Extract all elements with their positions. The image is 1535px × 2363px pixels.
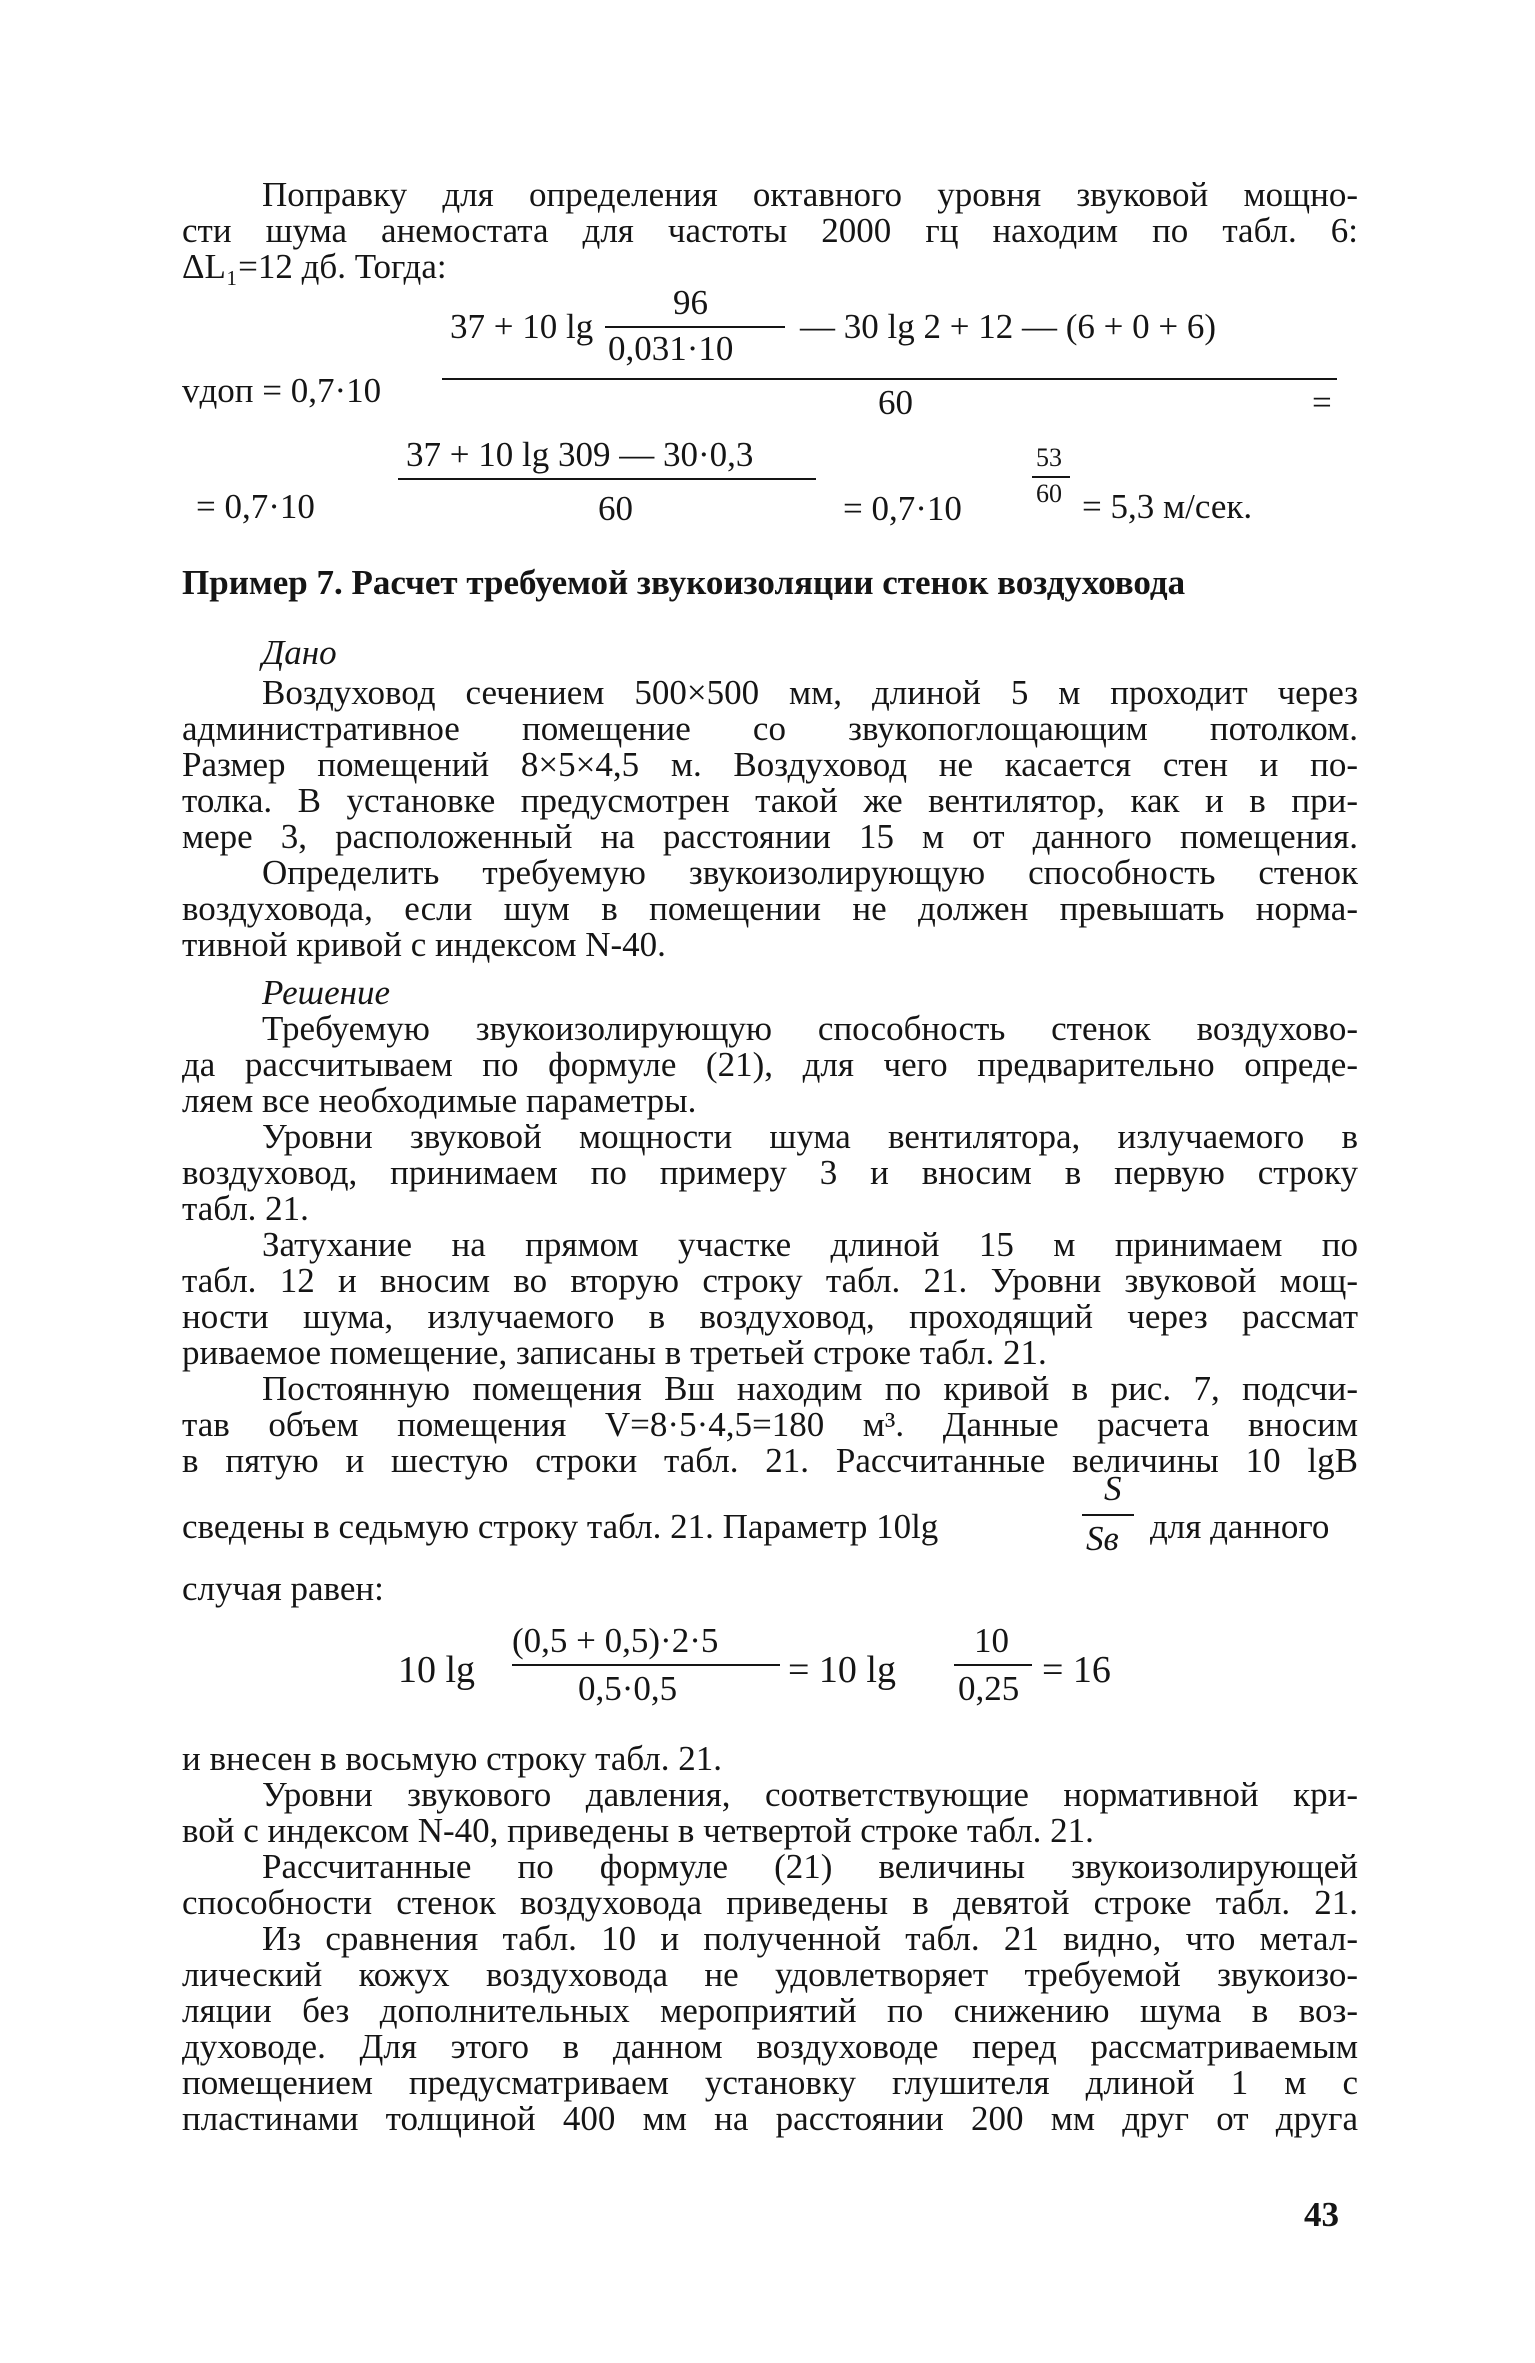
example-heading: Пример 7. Расчет требуемой звукоизоляции стенок воздуховода: [182, 563, 1186, 602]
text-line: Воздуховод сечением 500×500 мм, длиной 5 м проходит через: [262, 673, 1358, 712]
formula-denominator-2: 0,25: [958, 1669, 1020, 1708]
text-line: толка. В установке предусмотрен такой же вентилятор, как и в при-: [182, 781, 1358, 820]
fraction-bar: [1032, 476, 1070, 478]
text-line: помещением предусматриваем установку глушителя длиной 1 м с: [182, 2063, 1358, 2102]
text-line: Требуемую звукоизолирующую способность стенок воздухово-: [262, 1009, 1358, 1048]
formula-exp-left: 37 + 10 lg: [450, 307, 594, 346]
page-number: 43: [1304, 2195, 1339, 2234]
formula-exp-denominator: 0,031·10: [608, 329, 734, 368]
text-line: воздуховода, если шум в помещении не должен превышать норма-: [182, 889, 1358, 928]
formula-row2-lhs: = 0,7·10: [196, 487, 315, 526]
formula-numerator-2: 10: [974, 1621, 1009, 1660]
text-line: ляем все необходимые параметры.: [182, 1081, 697, 1120]
text-line: вой с индексом N-40, приведены в четвертой строке табл. 21.: [182, 1811, 1094, 1850]
text-line: Уровни звуковой мощности шума вентилятора, излучаемого в: [262, 1117, 1358, 1156]
text-line: Размер помещений 8×5×4,5 м. Воздуховод не касается стен и по-: [182, 745, 1358, 784]
text-line: Поправку для определения октавного уровня звуковой мощно-: [262, 175, 1358, 214]
formula-row2-exp-numerator: 37 + 10 lg 309 — 30·0,3: [406, 435, 754, 474]
text-line: Определить требуемую звукоизолирующую способность стенок: [262, 853, 1358, 892]
text-line: пластинами толщиной 400 мм на расстоянии 200 мм друг от друга: [182, 2099, 1358, 2138]
text-line: тивной кривой с индексом N-40.: [182, 925, 666, 964]
exponent-bar: [442, 378, 1337, 380]
text-line: и внесен в восьмую строку табл. 21.: [182, 1739, 723, 1778]
formula-result: = 5,3 м/сек.: [1082, 487, 1253, 526]
text-line: воздуховод, принимаем по примеру 3 и вносим в первую строку: [182, 1153, 1358, 1192]
text-line: Уровни звукового давления, соответствующие нормативной кри-: [262, 1775, 1358, 1814]
formula-numerator: (0,5 + 0,5)·2·5: [512, 1621, 719, 1660]
text-line: способности стенок воздуховода приведены в девятой строке табл. 21.: [182, 1883, 1358, 1922]
text-line: ΔL₁=12 дб. Тогда:: [182, 247, 447, 286]
formula-mid: = 10 lg: [788, 1649, 896, 1691]
text-line: табл. 12 и вносим во вторую строку табл. 21. Уровни звуковой мощ-: [182, 1261, 1358, 1300]
formula-exp-right: — 30 lg 2 + 12 — (6 + 0 + 6): [800, 307, 1217, 346]
fraction-bar: [954, 1664, 1032, 1666]
formula-row2-exp-denominator: 60: [598, 489, 633, 528]
given-heading: Дано: [262, 633, 337, 672]
formula-result: = 16: [1042, 1649, 1111, 1691]
formula-equals: =: [1312, 383, 1332, 422]
param-fraction-denominator: Sв: [1086, 1519, 1119, 1558]
text-line: ляции без дополнительных мероприятий по снижению шума в воз-: [182, 1991, 1358, 2030]
formula-lhs: 10 lg: [398, 1649, 476, 1691]
text-line: Постоянную помещения Bш находим по кривой в рис. 7, подсчи-: [262, 1369, 1358, 1408]
text-line: лический кожух воздуховода не удовлетворяет требуемой звукоизо-: [182, 1955, 1358, 1994]
text-line: Из сравнения табл. 10 и полученной табл. 21 видно, что метал-: [262, 1919, 1358, 1958]
exp-fraction-denominator: 60: [1036, 479, 1062, 508]
exp-fraction-numerator: 53: [1036, 443, 1062, 472]
text-line: административное помещение со звукопоглощающим потолком.: [182, 709, 1358, 748]
text-line: да рассчитываем по формуле (21), для чего предварительно опреде-: [182, 1045, 1358, 1084]
fraction-bar: [605, 326, 785, 328]
formula-exp-numerator: 96: [673, 283, 708, 322]
text-line: ности шума, излучаемого в воздуховод, проходящий через рассмат: [182, 1297, 1358, 1336]
text-line: духоводе. Для этого в данном воздуховоде перед рассматриваемым: [182, 2027, 1358, 2066]
text-line: мере 3, расположенный на расстоянии 15 м от данного помещения.: [182, 817, 1358, 856]
formula-row2-mid: = 0,7·10: [843, 489, 962, 528]
formula-lhs: vдоп = 0,7·10: [182, 371, 382, 410]
exponent-bar: [398, 478, 816, 480]
fraction-bar: [1082, 1514, 1134, 1516]
text-line: тав объем помещения V=8·5·4,5=180 м³. Данные расчета вносим: [182, 1405, 1358, 1444]
solution-heading: Решение: [262, 973, 391, 1012]
text-line: Рассчитанные по формуле (21) величины звукоизолирующей: [262, 1847, 1358, 1886]
text-line: сти шума анемостата для частоты 2000 гц находим по табл. 6:: [182, 211, 1358, 250]
text-line: табл. 21.: [182, 1189, 309, 1228]
text-line: в пятую и шестую строки табл. 21. Рассчитанные величины 10 lgB: [182, 1441, 1358, 1480]
text-line: случая равен:: [182, 1569, 384, 1608]
text-line: Затухание на прямом участке длиной 15 м принимаем по: [262, 1225, 1358, 1264]
text-line: риваемое помещение, записаны в третьей строке табл. 21.: [182, 1333, 1047, 1372]
text-line-left: сведены в седьмую строку табл. 21. Параметр 10lg: [182, 1507, 939, 1546]
fraction-bar: [512, 1664, 780, 1666]
text-line-right: для данного: [1150, 1507, 1330, 1546]
formula-exp-divisor: 60: [878, 383, 913, 422]
formula-denominator: 0,5·0,5: [578, 1669, 678, 1708]
param-fraction-numerator: S: [1104, 1469, 1122, 1508]
